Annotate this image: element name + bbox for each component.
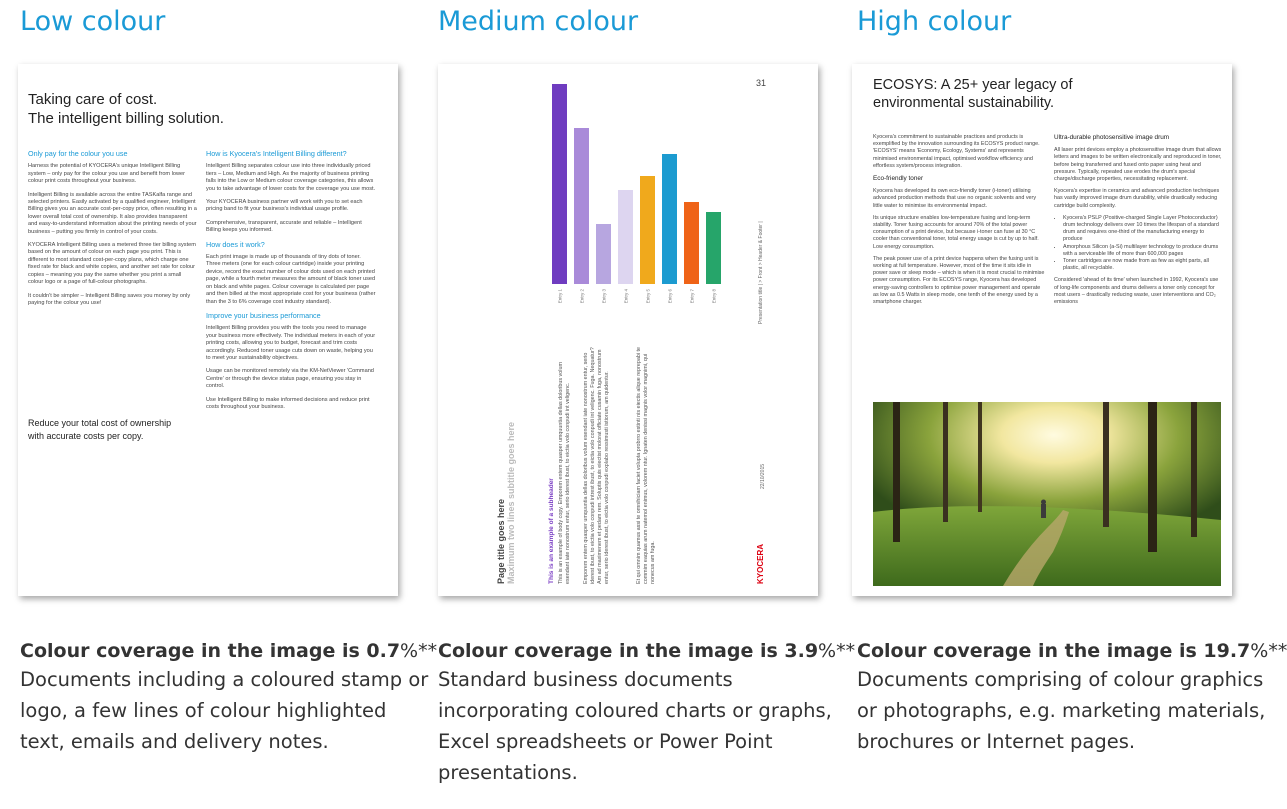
body-copy-2: Emporem entem quasper umquuntia dellas doloribus volum esendant iate nonostrum entur, serio iderest ibust, to eictia volo conpudi intrest ibust, to eictia volo conpudi int veligenc. Fuga. Nequatur? Am ad maximenem et pedam rem. Soluptis quis eiectist molorat officiate cusamin fuga, nonostrum entur, serio iderest ibust, to eictia volo conpudi explabo ressimusti istiorum, am quidentur. [583,347,610,584]
paragraph: Intelligent Billing provides you with the tools you need to manage your business more effectively. The individual meters in each of your printing costs, allowing you to budget, forecast and trim costs accordingly. Reduced toner usage cuts down on waste, helping you to meet your sustainability objectives. [206,325,376,361]
caption-heading-text: Colour coverage in the image is 19.7 [857,640,1251,662]
chart-bar [684,202,699,284]
heading-how-different: How is Kyocera's Intelligent Billing different? [206,149,347,158]
reduce-line-2: with accurate costs per copy. [28,431,144,441]
paragraph: Your KYOCERA business partner will work with you to set each pricing band to fit your business's individual usage profile. [206,199,363,213]
caption-body: Documents including a coloured stamp or logo, a few lines of colour highlighted text, emails and delivery notes. [20,668,429,753]
chart-bar [662,154,677,284]
chart-bar [596,224,611,284]
chart-tick-label: Entry 5 [645,289,651,304]
high-colour-caption [857,640,1287,757]
low-colour-title: Low colour [20,6,166,37]
paragraph: Usage can be monitored remotely via the KM-NetViewer 'Command Centre' or through the device status page, ensuring you stay in control. [206,368,374,390]
medium-colour-page [438,64,818,596]
subheader: This is an example of a subheader [548,478,555,584]
heading-eco-toner: Eco-friendly toner [873,175,924,183]
date-text: 22/10/2015 [760,463,766,489]
chart-tick-label: Entry 8 [711,289,717,304]
medium-colour-caption [438,640,856,788]
left-text-column [873,134,1045,311]
medium-colour-title: Medium colour [438,6,639,37]
caption-heading-text: Colour coverage in the image is 3.9 [438,640,819,662]
list-item: • Toner cartridges are now made from as few as eight parts, all plastic, all recyclable. [1063,258,1222,272]
paragraph: All laser print devices employ a photosensitive image drum that allows letters and images to be written electronically and reproduced in toner, before being transferred and fused onto paper using heat and pressure. Typically, repeated use erodes the drum's special charge/discharge properties, necessitating replacement. [1054,147,1222,183]
chart-bar [552,84,567,284]
caption-body: Standard business documents incorporating coloured charts or graphs, Excel spreadsheets or Power Point presentations. [438,668,832,784]
paragraph: Each print image is made up of thousands of tiny dots of toner. Three meters (one for each colour cartridge) inside your printing device, record the exact number of colour dots used on each printed page, while a fourth meter measures the amount of black toner used on black and white pages. Colour coverage is calculated per page and then billed at the most appropriate cost for your business (rather than the 3 to 6% coverage cost industry standard). [206,254,376,305]
caption-percent-sign: %** [400,640,438,662]
page-title-line-2: The intelligent billing solution. [28,110,224,127]
paragraph: Kyocera has developed its own eco-friendly toner (i-toner) utilising advanced production methods that use no organic solvents and very little water to minimise its environmental impact. [873,188,1037,209]
chart-bar [706,212,721,284]
chart-tick-label: Entry 6 [667,289,673,304]
caption-percent-sign: %** [818,640,856,662]
high-colour-page [852,64,1232,596]
paragraph: Harness the potential of KYOCERA's unique Intelligent Billing system – only pay for the colour you use and benefit from lower colour print costs throughout your business. [28,163,186,185]
list-item: • Amorphous Silicon (a-Si) multilayer technology to produce drums with a serviceable life of more than 600,000 pages [1063,244,1222,258]
paragraph: The peak power use of a print device happens when the fusing unit is working at full temperature. However, most of the time it sits idle in power save or sleep mode – which is when it is most crucial to minimise power consumption. For its ECOSYS range, Kyocera has developed energy-saving controllers to optimise power management and operate as low as 0.5 Watts in sleep mode, one tenth of the energy used by a smartphone charger. [873,255,1045,306]
caption-heading [438,640,856,662]
page-title [873,76,1073,112]
heading-improve: Improve your business performance [206,310,321,320]
page-title: Page title goes here [496,498,506,584]
reduce-line-1: Reduce your total cost of ownership [28,418,172,428]
page-title-line-2: environmental sustainability. [873,95,1055,111]
footer-text: Presentation title | > Front > Header & Footer | [758,221,764,324]
paragraph: Considered 'ahead of its time' when launched in 1992, Kyocera's use of long-life components and drums delivers a toner only concept for most users – drastically reducing waste, user interventions and CO₂ emissions [1054,277,1219,306]
low-colour-caption [20,640,438,757]
page-title-line-1: ECOSYS: A 25+ year legacy of [873,77,1073,93]
page-title-line-1: Taking care of cost. [28,91,158,108]
paragraph: It couldn't be simpler – Intelligent Billing saves you money by only paying for the colour you use! [28,292,191,306]
page-subtitle: Maximum two lines subtitle goes here [506,421,516,584]
chart-tick-label: Entry 3 [601,289,607,304]
page-title [28,90,224,128]
chart-bar [574,128,589,284]
chart-bar [618,190,633,284]
paragraph: KYOCERA Intelligent Billing uses a metered three tier billing system based on the amount of colour on each page you print. This is different to most standard cost-per-copy plans, which charge one fixed rate for black and white copies, and another set rate for colour copies – meaning you pay the same whether you print a small colour logo or a page of full-colour photographs. [28,242,196,286]
bar-chart [544,84,734,319]
bar-chart-svg [544,84,734,319]
paragraph: Kyocera's commitment to sustainable practices and products is exemplified by the innovation surrounding its ECOSYS product range. 'ECOSYS' means 'Economy, Ecology, Systems' and represents minimised environmental impact, optimised workflow efficiency and effortless system/process integration. [873,134,1040,169]
chart-tick-label: Entry 7 [689,289,695,304]
paragraph: Its unique structure enables low-temperature fusing and long-term stability. Toner fusing accounts for around 70% of the total power consumption of a print device, but because i-toner can fuse at 30 °C cooler than conventional toner, total energy usage is cut by up to half. Low energy consumption. [873,214,1039,250]
reduce-cost-callout [28,417,171,443]
heading-how-work: How does it work? [206,239,265,249]
list-item: • Kyocera's PSLP (Positive-charged Single Layer Photoconductor) drum technology delivers over 10 times the lifespan of a standard drum and requires one-third of the manufacturing energy to produce [1063,215,1222,244]
chart-bar [640,176,655,284]
heading-image-drum: Ultra-durable photosensitive image drum [1054,134,1170,141]
paragraph: Comprehensive, transparent, accurate and reliable – Intelligent Billing keeps you informed. [206,219,362,234]
page-number: 31 [756,78,767,88]
heading-only-pay: Only pay for the colour you use [28,149,128,158]
right-text-column [1054,134,1222,311]
left-text-column [28,150,198,313]
body-copy-1: This is an example of body copy. Emporem entem quasper umquuntia dellas doloribus volum esendant iate nonostrum entur, serio iderest ibust, to eictia volo conpudi int veligenc. [558,362,571,584]
kyocera-logo: KYOCERA [756,543,765,584]
caption-heading [857,640,1287,662]
chart-tick-label: Entry 2 [579,289,585,304]
bullet-list [1063,215,1222,273]
chart-tick-label: Entry 1 [557,289,563,304]
right-text-column [206,150,376,417]
caption-heading [20,640,438,662]
paragraph: Intelligent Billing is available across the entire TASKalfa range and selected printers. Easily activated by a qualified engineer, Intelligent Billing gives you an accurate cost-per-copy price, often resulting in a lower overall total cost of ownership. It also provides transparent and easy-to-understand information about the printing needs of your business – putting you firmly in control of your costs. [28,191,197,235]
chart-tick-label: Entry 4 [623,289,629,304]
caption-heading-text: Colour coverage in the image is 0.7 [20,640,401,662]
forest-photo [873,402,1221,586]
paragraph: Use Intelligent Billing to make informed decisions and reduce print costs throughout your business. [206,396,370,410]
high-colour-title: High colour [857,6,1012,37]
caption-percent-sign: %** [1250,640,1287,662]
paragraph: Intelligent Billing separates colour use into three individually priced tiers – Low, Medium and High. As the majority of business printing falls into the Low or Medium colour coverage categories, this allows you to take advantage of lower costs for the coverage you use most. [206,163,376,192]
caption-body: Documents comprising of colour graphics or photographs, e.g. marketing materials, brochures or Internet pages. [857,668,1266,753]
body-copy-3: Et qui omnim quamus assi te omnihiciam faciet volupta probrro estinti nis eiectis alique reprepabi te commim eaquias arum natemol enimus, volorem ntur. Ignaten denissi magnis volor magnimi, qui nonecus am fuga. [636,346,656,584]
low-colour-page [18,64,398,596]
paragraph: Kyocera's expertise in ceramics and advanced production techniques has vastly improved image drum durability, while drastically reducing cartridge build complexity. [1054,188,1220,209]
